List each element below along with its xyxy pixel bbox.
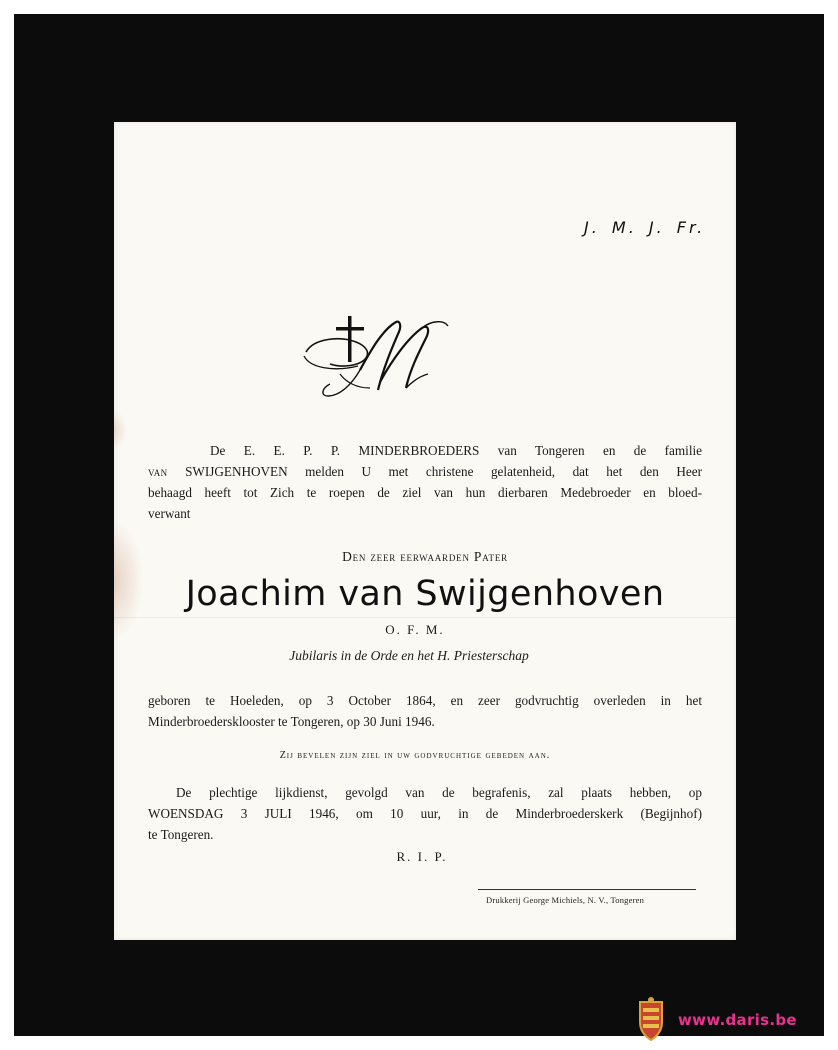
announcement-line-1: De E. E. P. P. MINDERBROEDERS van Tongeren en de familie: [210, 443, 703, 458]
funeral-line-1: De plechtige lijkdienst, gevolgd van de begrafenis, zal plaats hebben, op: [176, 785, 702, 800]
announcement-line-2: van SWIJGENHOVEN melden U met christene gelatenheid, dat het den Heer: [148, 464, 703, 479]
jubilee-title: Jubilaris in de Orde en het H. Priesterschap: [289, 648, 529, 663]
funeral-line-3: te Tongeren.: [148, 827, 214, 842]
announcement-line-3: behaagd heeft tot Zich te roepen de ziel van hun dierbaren Medebroeder en bloed-: [148, 485, 702, 500]
cross-monogram-icon: [300, 312, 452, 404]
crest-logo-icon: [634, 996, 668, 1042]
jmj-invocation: J. M. J. Fr.: [584, 218, 706, 237]
deceased-name: Joachim van Swijgenhoven: [185, 574, 665, 614]
announcement-paragraph: [148, 440, 702, 524]
details-line-1: geboren te Hoeleden, op 3 October 1864, en zeer godvruchtig overleden in het: [148, 693, 702, 708]
honorific: Den zeer eerwaarden Pater: [342, 549, 508, 564]
fold-line: [114, 617, 736, 618]
religious-order: O. F. M.: [385, 622, 445, 637]
funeral-paragraph: [148, 782, 702, 845]
funeral-line-2: WOENSDAG 3 JULI 1946, om 10 uur, in de Minderbroederskerk (Begijnhof): [148, 806, 702, 821]
details-paragraph: [148, 690, 702, 732]
rip-closing: R. I. P.: [396, 849, 448, 864]
watermark-url[interactable]: www.daris.be: [678, 1011, 797, 1029]
prayer-request: Zij bevelen zijn ziel in uw godvruchtige gebeden aan.: [279, 750, 551, 761]
details-line-2: Minderbroedersklooster te Tongeren, op 30 Juni 1946.: [148, 714, 435, 729]
age-stain-small: [114, 410, 128, 450]
announcement-line-4: verwant: [148, 506, 191, 521]
printer-divider: [478, 889, 696, 890]
printer-credit: Drukkerij George Michiels, N. V., Tongeren: [486, 895, 645, 905]
